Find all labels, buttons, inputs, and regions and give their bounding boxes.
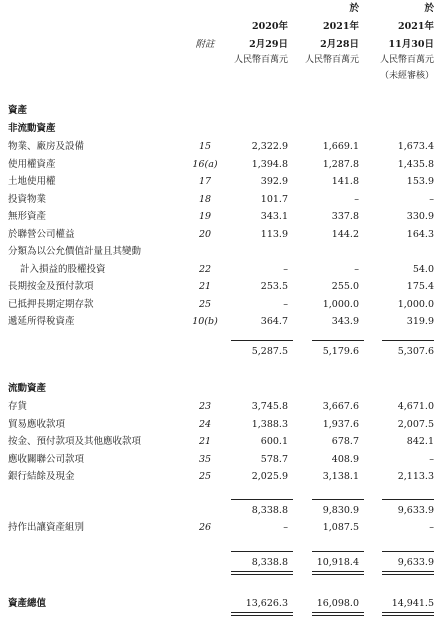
col-b-unit: 人民幣百萬元 (304, 55, 359, 65)
row-value-b: 343.9 (331, 316, 359, 327)
col-c-date: 11月30日 (388, 39, 434, 50)
row-value-b: 1,669.1 (322, 141, 359, 152)
row-note: 21 (198, 436, 212, 448)
row-value-a: 343.1 (260, 211, 288, 222)
row-value-b: 1,000.0 (322, 298, 359, 310)
noncurrent-total-a: 5,287.5 (251, 346, 288, 357)
row-note: 24 (198, 418, 212, 430)
row-value-b: – (354, 193, 359, 205)
row-value-a: 101.7 (260, 193, 288, 205)
row-note: 16(a) (192, 158, 218, 170)
row-note: 23 (198, 401, 212, 412)
row-value-c: 175.4 (406, 281, 434, 292)
row-value-b: 3,667.6 (322, 401, 359, 412)
row-note: 21 (198, 281, 212, 292)
row-value-c: 1,435.8 (397, 158, 434, 170)
row-value-a: 364.7 (260, 316, 288, 327)
section-current: 流動資產 (8, 383, 47, 394)
row-value-a: 113.9 (260, 228, 288, 240)
row-value-a: – (283, 298, 288, 310)
row-value-c: 1,673.4 (397, 141, 434, 152)
row-value-c: – (429, 453, 434, 465)
row-note: 20 (198, 228, 212, 240)
noncurrent-total-b: 5,179.6 (322, 346, 359, 357)
rule-b-3 (312, 551, 364, 552)
section-assets: 資產 (8, 105, 28, 116)
section-noncurrent: 非流動資產 (8, 123, 56, 134)
current-total-a: 8,338.8 (251, 557, 288, 568)
row-value-c: 1,000.0 (397, 298, 434, 310)
rule-a-2 (231, 499, 293, 500)
rule-c (382, 340, 434, 341)
note-column-header: 附註 (195, 39, 215, 50)
col-b-date: 2月28日 (320, 39, 359, 50)
row-label: 應收關聯公司款項 (8, 453, 85, 465)
row-value-b: – (354, 263, 359, 275)
row-value-a: 1,394.8 (251, 158, 288, 170)
held-for-sale-label: 持作出讓資產組別 (8, 522, 85, 533)
row-label: 投資物業 (8, 193, 47, 205)
row-label: 存貨 (8, 401, 28, 412)
row-value-c: 153.9 (406, 176, 434, 187)
col-c-unaudited: （未經審核） (379, 71, 434, 81)
rule-b-2 (312, 499, 364, 500)
total-assets-a: 13,626.3 (245, 598, 288, 609)
col-a-date: 2月29日 (249, 39, 288, 50)
col-b-top: 於 (349, 3, 359, 14)
row-note: 25 (198, 298, 212, 310)
row-value-a: 1,388.3 (251, 418, 288, 430)
col-c-unit: 人民幣百萬元 (379, 55, 434, 65)
double-rule-a (231, 571, 293, 575)
held-for-sale-a: – (283, 522, 288, 533)
col-c-top: 於 (424, 3, 434, 14)
row-value-a: 2,322.9 (251, 141, 288, 152)
row-value-c: 842.1 (406, 436, 434, 448)
row-note: 15 (198, 141, 212, 152)
row-value-c: 4,671.0 (397, 401, 434, 412)
row-value-c: 319.9 (406, 316, 434, 327)
row-label: 已抵押長期定期存款 (8, 298, 94, 310)
row-value-a: 253.5 (260, 281, 288, 292)
row-value-c: 2,007.5 (397, 418, 434, 430)
row-value-c: – (429, 193, 434, 205)
row-value-b: 3,138.1 (322, 471, 359, 483)
row-note: 35 (198, 453, 212, 465)
row-value-b: 141.8 (331, 176, 359, 187)
current-total-b: 10,918.4 (316, 557, 359, 568)
held-for-sale-c: – (429, 522, 434, 533)
rule-c-2 (382, 499, 434, 500)
row-note: 22 (198, 263, 212, 275)
row-value-a: 600.1 (260, 436, 288, 448)
row-value-b: 1,937.6 (322, 418, 359, 430)
col-c-year: 2021年 (398, 21, 434, 32)
row-label: 使用權資產 (8, 158, 56, 170)
row-label: 土地使用權 (8, 176, 56, 187)
current-subtotal-b: 9,830.9 (322, 505, 359, 516)
col-a-unit: 人民幣百萬元 (233, 55, 288, 65)
row-value-b: 408.9 (331, 453, 359, 465)
double-rule-total-c (382, 612, 434, 616)
row-value-c: 2,113.3 (397, 471, 434, 483)
row-label: 計入損益的股權投資 (20, 263, 106, 275)
double-rule-b (312, 571, 364, 575)
row-value-b: 144.2 (331, 228, 359, 240)
double-rule-total-b (312, 612, 364, 616)
rule-a (231, 340, 293, 341)
row-label: 按金、預付款項及其他應收款項 (8, 436, 142, 448)
noncurrent-total-c: 5,307.6 (397, 346, 434, 357)
row-value-b: 1,287.8 (322, 158, 359, 170)
row-value-c: 164.3 (406, 228, 434, 240)
col-a-year: 2020年 (252, 21, 288, 32)
held-for-sale-b: 1,087.5 (322, 522, 359, 533)
current-total-c: 9,633.9 (397, 557, 434, 568)
rule-c-3 (382, 551, 434, 552)
col-b-year: 2021年 (323, 21, 359, 32)
rule-a-3 (231, 551, 293, 552)
row-note: 19 (198, 211, 212, 222)
double-rule-total-a (231, 612, 293, 616)
row-value-b: 678.7 (331, 436, 359, 448)
rule-b (312, 340, 364, 341)
row-label: 長期按金及預付款項 (8, 281, 94, 292)
total-assets-label: 資產總值 (8, 598, 47, 609)
row-value-a: – (283, 263, 288, 275)
row-label: 分類為以公允價值計量且其變動 (8, 246, 142, 257)
row-value-c: 54.0 (412, 263, 434, 275)
row-value-b: 337.8 (331, 211, 359, 222)
row-label: 於聯營公司權益 (8, 228, 75, 240)
current-subtotal-c: 9,633.9 (397, 505, 434, 516)
row-value-a: 3,745.8 (251, 401, 288, 412)
row-note: 25 (198, 471, 212, 483)
row-label: 銀行結餘及現金 (8, 471, 75, 483)
row-label: 遞延所得稅資產 (8, 316, 75, 327)
row-value-a: 392.9 (260, 176, 288, 187)
row-value-c: 330.9 (406, 211, 434, 222)
current-subtotal-a: 8,338.8 (251, 505, 288, 516)
row-label: 貿易應收款項 (8, 418, 66, 430)
row-value-a: 2,025.9 (251, 471, 288, 483)
row-label: 物業、廠房及設備 (8, 141, 85, 152)
total-assets-c: 14,941.5 (391, 598, 434, 609)
row-note: 17 (198, 176, 212, 187)
row-value-b: 255.0 (331, 281, 359, 292)
row-note: 18 (198, 193, 212, 205)
row-label: 無形資產 (8, 211, 47, 222)
total-assets-b: 16,098.0 (316, 598, 359, 609)
row-value-a: 578.7 (260, 453, 288, 465)
double-rule-c (382, 571, 434, 575)
held-for-sale-note: 26 (198, 522, 212, 533)
row-note: 10(b) (192, 316, 218, 327)
